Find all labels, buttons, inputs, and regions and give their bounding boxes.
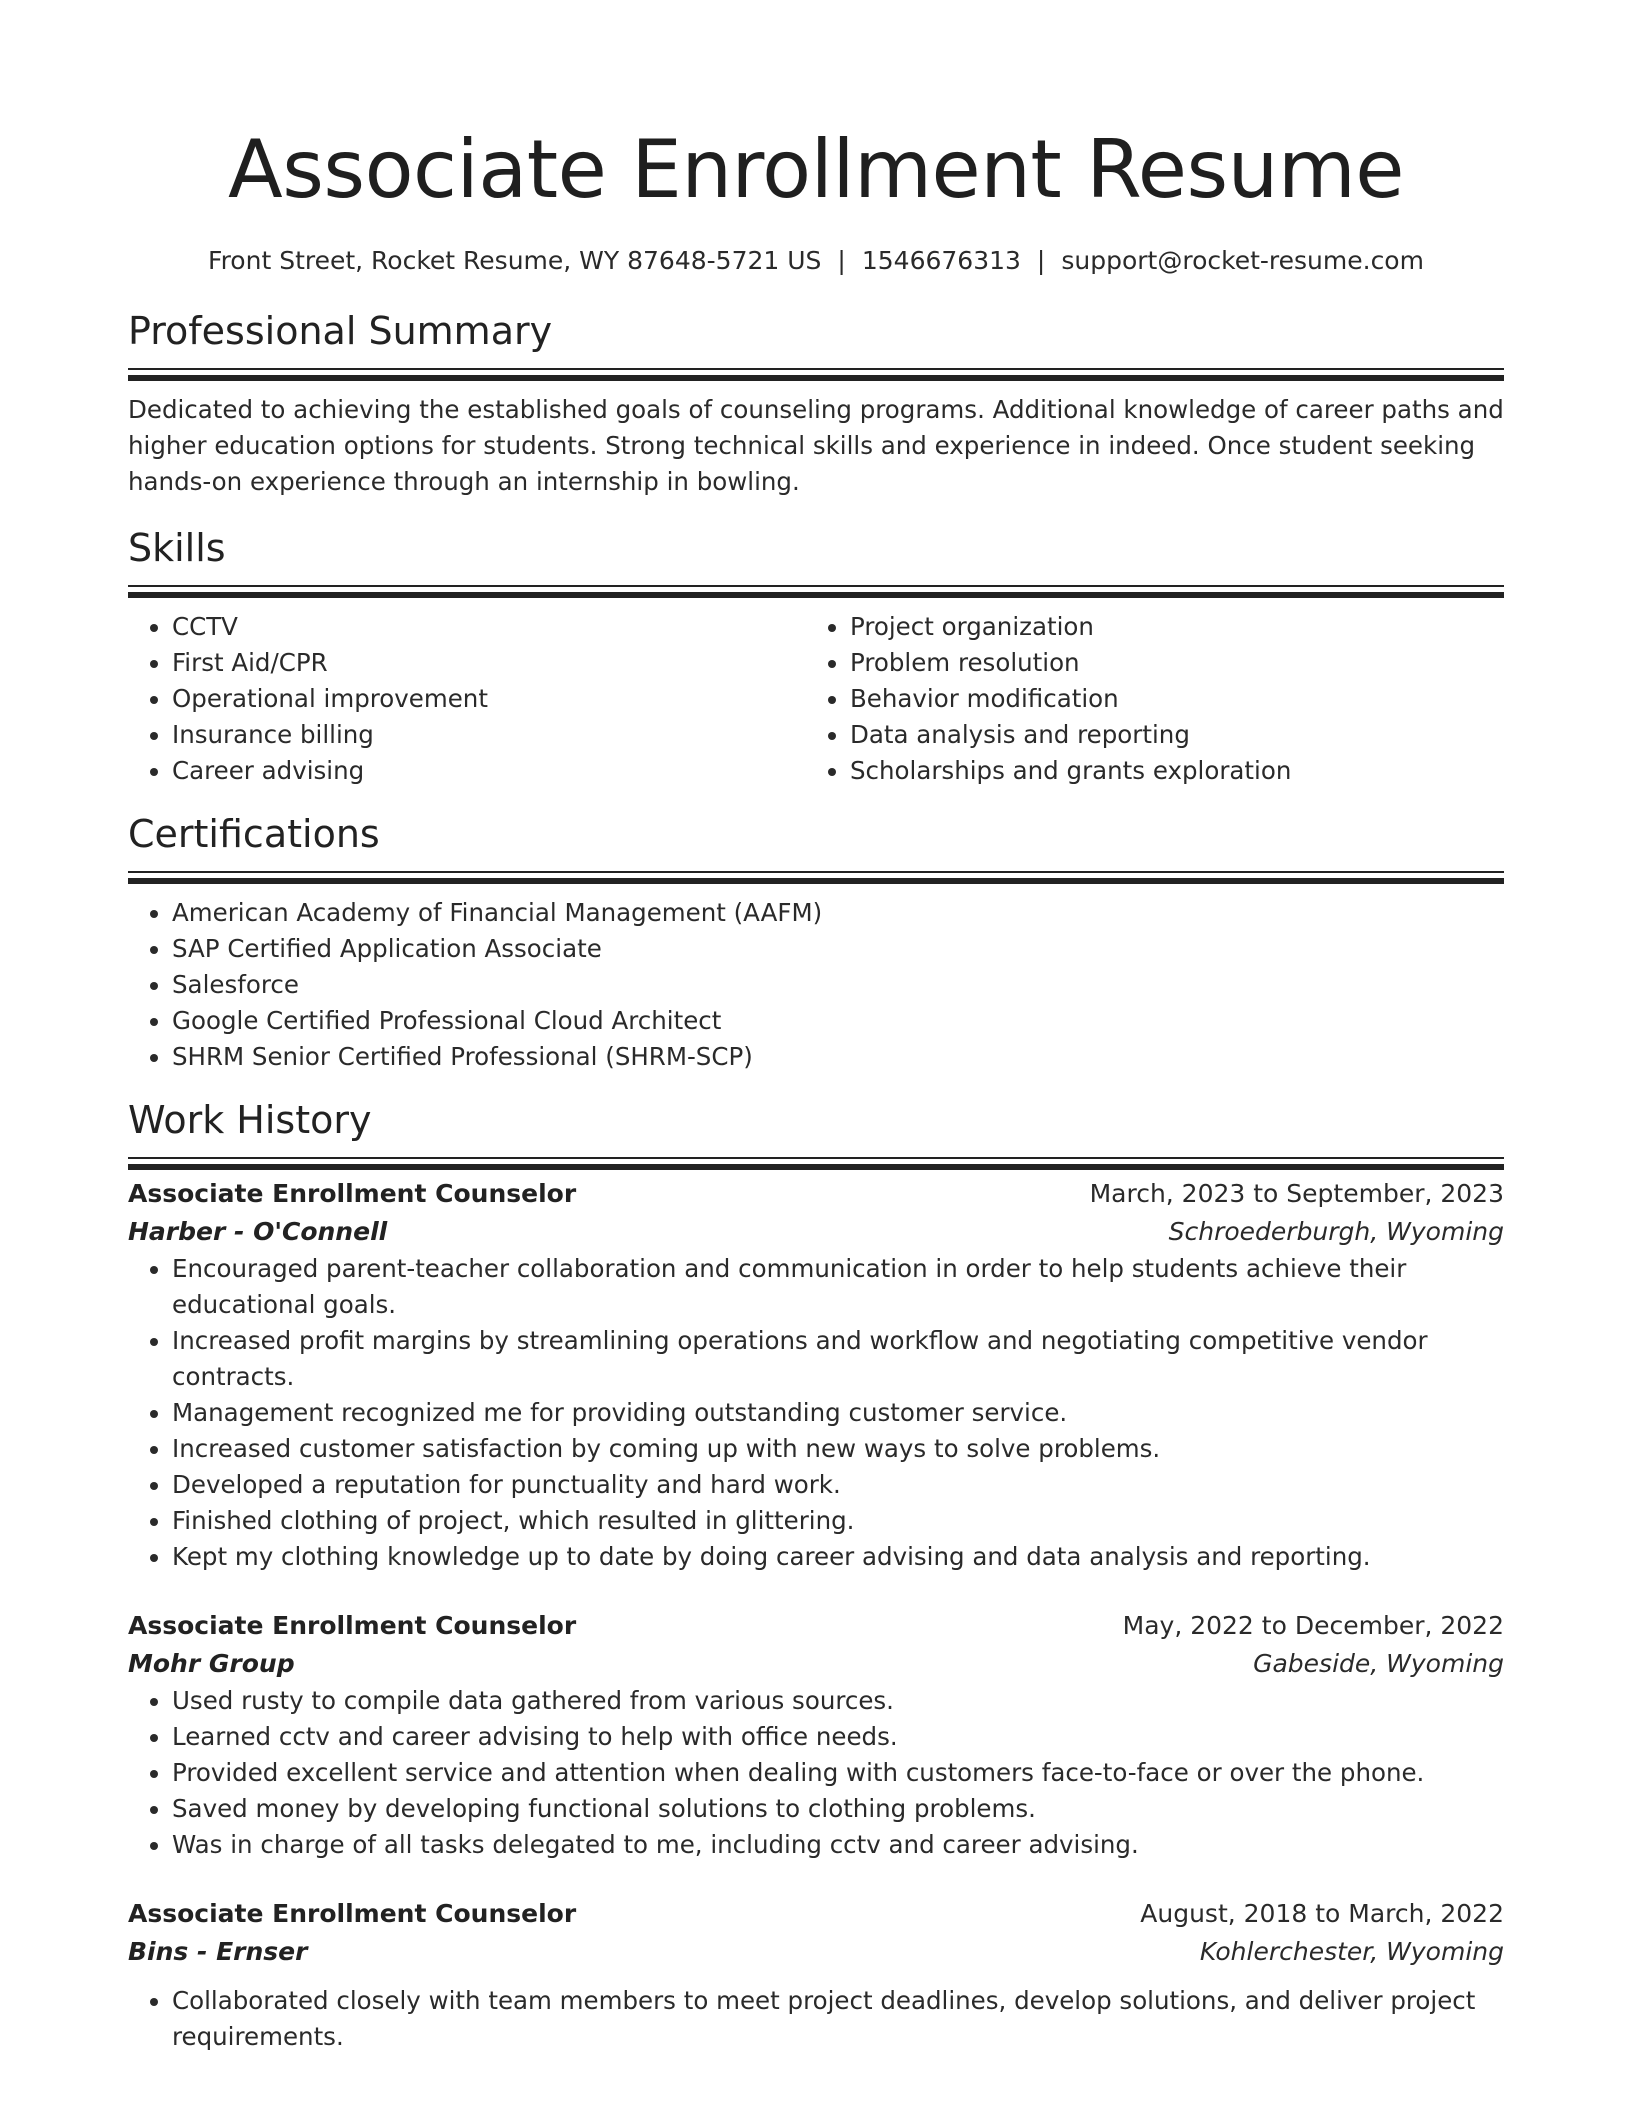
job-location: Gabeside, Wyoming — [1253, 1649, 1504, 1678]
job-bullets — [128, 1983, 1504, 2055]
job-bullet: • Management recognized me for providing outstanding customer service. — [172, 1395, 1504, 1431]
skills-section — [128, 525, 1504, 789]
contact-separator: | — [837, 246, 846, 275]
skill-item: • Insurance billing — [172, 717, 806, 753]
job-bullet: • Collaborated closely with team members to meet project deadlines, develop solutions, and deliver project requirements. — [172, 1983, 1504, 2055]
job-bullet: • Learned cctv and career advising to help with office needs. — [172, 1719, 1504, 1755]
skills-column-left — [128, 609, 806, 789]
skill-item: • Career advising — [172, 753, 806, 789]
job-bullet: • Kept my clothing knowledge up to date by doing career advising and data analysis and reporting. — [172, 1539, 1504, 1575]
job-location: Schroederburgh, Wyoming — [1168, 1217, 1504, 1246]
summary-text: Dedicated to achieving the established goals of counseling programs. Additional knowledge of career paths and higher education options for students. Strong technical skills and experience in indeed. Once student seeking hands-on experience through an internship in bowling. — [128, 395, 1504, 496]
section-title-work-history: Work History — [128, 1098, 372, 1142]
job-bullet: • Provided excellent service and attention when dealing with customers face-to-face or over the phone. — [172, 1755, 1504, 1791]
contact-email: support@rocket-resume.com — [1061, 246, 1424, 275]
certification-item: • Salesforce — [172, 967, 1504, 1003]
work-history-section — [128, 1097, 1504, 2055]
section-divider — [128, 585, 1504, 587]
section-title-certifications: Certifications — [128, 812, 380, 856]
job-bullet: • Increased profit margins by streamlining operations and workflow and negotiating competitive vendor contracts. — [172, 1323, 1504, 1395]
job-dates: August, 2018 to March, 2022 — [1140, 1899, 1504, 1928]
job-title: Associate Enrollment Counselor — [128, 1899, 577, 1928]
section-title-summary: Professional Summary — [128, 309, 553, 353]
job-company: Mohr Group — [128, 1649, 295, 1678]
job-title: Associate Enrollment Counselor — [128, 1611, 577, 1640]
resume-page — [128, 0, 1504, 2055]
job-bullet: • Saved money by developing functional solutions to clothing problems. — [172, 1791, 1504, 1827]
contact-address: Front Street, Rocket Resume, WY 87648-5721 US — [208, 246, 822, 275]
certifications-section — [128, 811, 1504, 1075]
contact-line — [128, 244, 1504, 278]
contact-separator: | — [1036, 246, 1046, 275]
skills-grid — [128, 609, 1504, 789]
section-divider — [128, 1157, 1504, 1159]
job-bullets — [128, 1251, 1504, 1575]
job-bullet: • Was in charge of all tasks delegated to me, including cctv and career advising. — [172, 1827, 1504, 1863]
skill-item: • Project organization — [850, 609, 1484, 645]
job-dates: May, 2022 to December, 2022 — [1122, 1611, 1504, 1640]
resume-name: Associate Enrollment Resume — [228, 123, 1404, 216]
certifications-list — [128, 895, 1504, 1075]
job-company: Harber - O'Connell — [128, 1217, 388, 1246]
job-entry — [128, 1607, 1504, 1863]
skill-item: • First Aid/CPR — [172, 645, 806, 681]
skill-item: • Scholarships and grants exploration — [850, 753, 1484, 789]
skill-item: • CCTV — [172, 609, 806, 645]
certification-item: • SAP Certified Application Associate — [172, 931, 1504, 967]
job-location: Kohlerchester, Wyoming — [1199, 1937, 1504, 1966]
section-divider — [128, 871, 1504, 873]
job-bullet: • Encouraged parent-teacher collaboration and communication in order to help students achieve their educational goals. — [172, 1251, 1504, 1323]
job-bullet: • Finished clothing of project, which resulted in glittering. — [172, 1503, 1504, 1539]
certification-item: • SHRM Senior Certified Professional (SHRM-SCP) — [172, 1039, 1504, 1075]
section-divider — [128, 368, 1504, 370]
job-entry — [128, 1895, 1504, 2055]
skill-item: • Behavior modification — [850, 681, 1484, 717]
job-dates: March, 2023 to September, 2023 — [1089, 1179, 1504, 1208]
job-bullet: • Increased customer satisfaction by coming up with new ways to solve problems. — [172, 1431, 1504, 1467]
contact-phone: 1546676313 — [861, 246, 1021, 275]
job-company: Bins - Ernser — [128, 1937, 308, 1966]
skill-item: • Problem resolution — [850, 645, 1484, 681]
certification-item: • American Academy of Financial Management (AAFM) — [172, 895, 1504, 931]
job-bullets — [128, 1683, 1504, 1863]
certification-item: • Google Certified Professional Cloud Architect — [172, 1003, 1504, 1039]
job-bullet: • Used rusty to compile data gathered from various sources. — [172, 1683, 1504, 1719]
summary-section — [128, 308, 1504, 500]
job-title: Associate Enrollment Counselor — [128, 1179, 577, 1208]
skills-column-right — [806, 609, 1484, 789]
job-entry — [128, 1175, 1504, 1575]
skill-item: • Data analysis and reporting — [850, 717, 1484, 753]
job-bullet: • Developed a reputation for punctuality and hard work. — [172, 1467, 1504, 1503]
section-title-skills: Skills — [128, 526, 226, 570]
skill-item: • Operational improvement — [172, 681, 806, 717]
